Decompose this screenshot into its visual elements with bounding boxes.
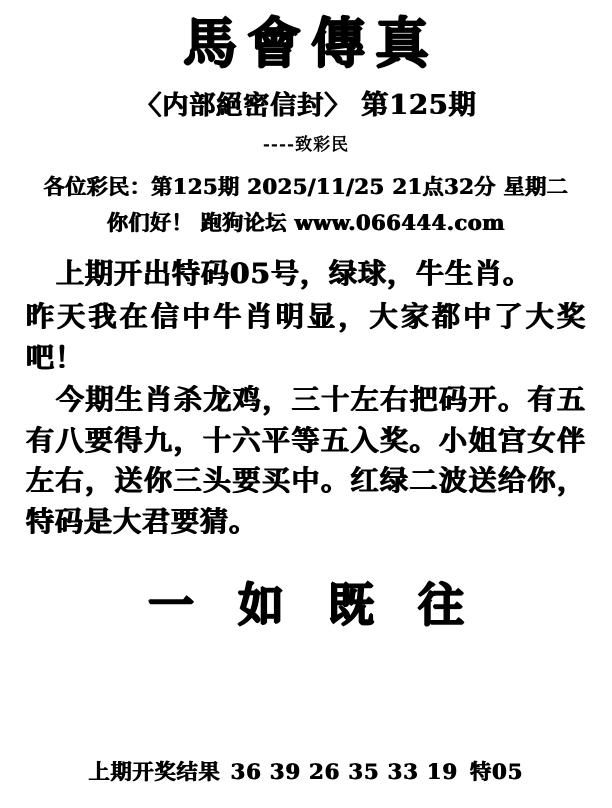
forum-url: 跑狗论坛 www.066444.com [200,209,506,235]
result-number: 33 [387,759,419,784]
issue-number: 第125期 [361,90,477,122]
result-number: 35 [348,759,380,784]
result-number: 26 [309,759,341,784]
previous-result-line [0,756,612,786]
page-title: 馬會傳真 [183,11,439,75]
result-number: 39 [269,759,302,784]
document-page [0,11,612,808]
body-paragraph-2: 昨天我在信中牛肖明显，大家都中了大奖吧！ [26,299,586,374]
result-number: 36 [230,759,262,784]
result-number: 19 [426,759,459,784]
greeting-line-1: 各位彩民：第125期 2025/11/25 21点32分 星期二 [43,174,569,200]
greeting-block [0,171,612,238]
greeting-salutation: 你们好！ [106,209,193,235]
special-label: 特 [470,759,493,784]
dedication-line: ----致彩民 [262,135,350,156]
greeting-line-2 [0,207,612,239]
masthead [0,11,612,156]
body-paragraph-1: 上期开出特码05号，绿球，牛生肖。 [56,257,532,291]
body-paragraph-3: 今期生肖杀龙鸡，三十左右把码开。有五有八要得九，十六平等五入奖。小姐宫女伴左右，送你三头要买中。红绿二波送给你，特码是大君要猜。 [26,383,586,538]
subtitle-row [0,83,612,122]
previous-result-label: 上期开奖结果 [88,759,221,784]
body-text [26,254,586,542]
special-number: 05 [492,759,524,784]
slogan: 一 如 既 往 [147,577,479,632]
subtitle-text: 〈内部絕密信封〉 [135,91,352,122]
